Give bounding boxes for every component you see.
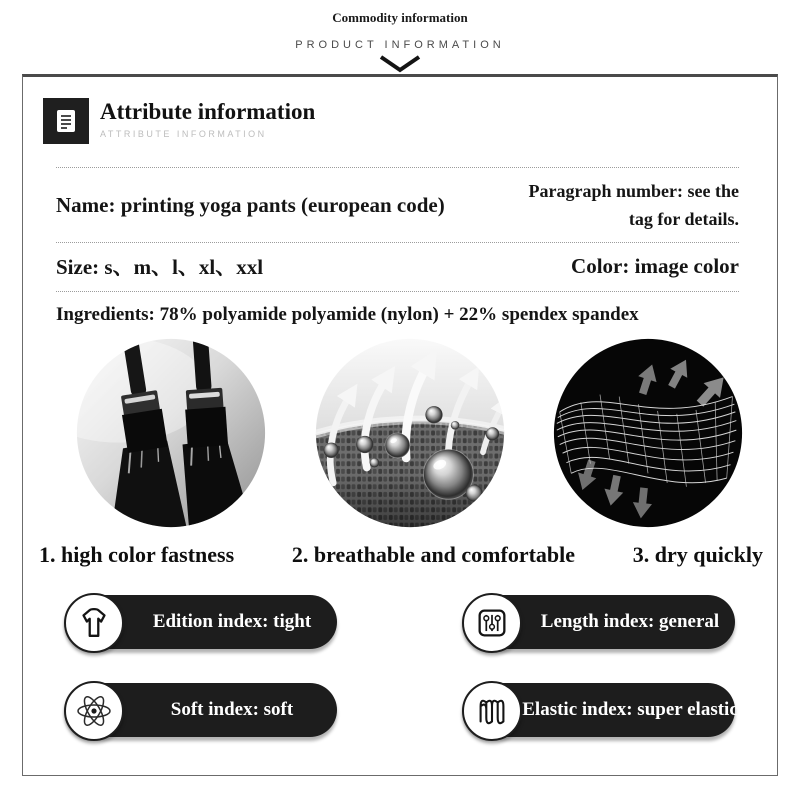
attr-size: Size: s、m、l、xl、xxl bbox=[56, 255, 264, 279]
document-icon bbox=[43, 98, 89, 144]
attr-ingredients: Ingredients: 78% polyamide polyamide (nylon) + 22% spendex spandex bbox=[56, 304, 639, 325]
product-information-subtitle: PRODUCT INFORMATION bbox=[295, 39, 505, 51]
badge-label: Edition index: tight bbox=[152, 611, 312, 632]
table-row bbox=[56, 292, 739, 330]
attr-paragraph-number: Paragraph number: see the tag for details. bbox=[528, 181, 739, 229]
caption-dry-quickly: 3. dry quickly bbox=[632, 542, 763, 567]
attribute-table bbox=[56, 167, 739, 330]
feature-captions bbox=[23, 529, 777, 568]
attr-name: Name: printing yoga pants (european code) bbox=[56, 192, 445, 217]
commodity-information-title: Commodity information bbox=[332, 10, 468, 25]
length-index-badge bbox=[463, 595, 735, 649]
caption-breathable: 2. breathable and comfortable bbox=[291, 542, 576, 567]
soft-index-badge bbox=[65, 683, 337, 737]
tshirt-icon bbox=[64, 593, 124, 653]
badge-label: Soft index: soft bbox=[170, 699, 294, 720]
badge-label: Length index: general bbox=[540, 611, 720, 632]
caption-color-fastness: 1. high color fastness bbox=[39, 542, 235, 567]
panel-header bbox=[23, 77, 777, 144]
elastic-index-badge bbox=[463, 683, 738, 737]
attr-color: Color: image color bbox=[571, 253, 739, 278]
chevron-down-icon bbox=[0, 54, 800, 74]
index-badges bbox=[23, 568, 777, 737]
atom-icon bbox=[64, 681, 124, 741]
folded-fabric-icon bbox=[462, 681, 522, 741]
water-droplets-photo bbox=[314, 337, 506, 529]
sliders-icon bbox=[462, 593, 522, 653]
table-row bbox=[56, 167, 739, 243]
page-header bbox=[0, 0, 800, 74]
attribute-panel bbox=[22, 74, 778, 776]
feature-images bbox=[23, 330, 777, 529]
paint-brushes-photo bbox=[75, 337, 267, 529]
section-subtitle: ATTRIBUTE INFORMATION bbox=[100, 129, 267, 139]
edition-index-badge bbox=[65, 595, 337, 649]
table-row bbox=[56, 243, 739, 292]
section-title: Attribute information bbox=[100, 99, 316, 124]
stretch-mesh-photo bbox=[552, 337, 744, 529]
badge-label: Elastic index: super elastic bbox=[522, 699, 738, 720]
